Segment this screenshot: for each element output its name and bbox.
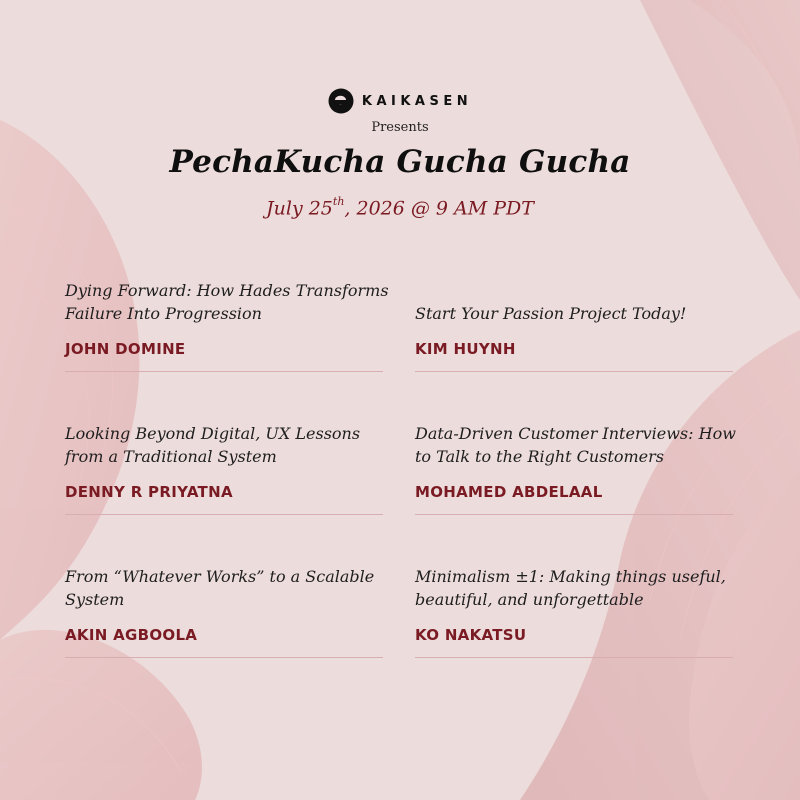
talk-card — [415, 424, 736, 515]
talk-speaker: AKIN AGBOOLA — [65, 626, 198, 644]
talk-title: Minimalism ±1: Making things useful, beautiful, and unforgettable — [415, 567, 726, 609]
date-year-time: , 2026 @ 9 AM PDT — [344, 197, 534, 220]
talk-speaker: DENNY R PRIYATNA — [65, 483, 233, 501]
date-month-day: July 25 — [266, 197, 333, 220]
talk-title: Data-Driven Customer Interviews: How to Talk to the Right Customers — [415, 424, 736, 466]
event-date — [0, 197, 800, 219]
talk-title: From “Whatever Works” to a Scalable System — [65, 567, 375, 609]
event-title: PechaKucha Gucha Gucha — [169, 144, 631, 180]
talk-card — [65, 567, 383, 658]
talk-card — [415, 281, 733, 372]
brand-name: KAIKASEN — [361, 93, 473, 109]
kaikasen-logo-icon — [328, 88, 354, 114]
talk-card — [65, 281, 389, 372]
talk-title: Looking Beyond Digital, UX Lessons from a Traditional System — [65, 424, 361, 466]
talk-title: Start Your Passion Project Today! — [415, 304, 687, 323]
talk-card — [415, 567, 733, 658]
talk-card — [65, 424, 383, 515]
talk-title: Dying Forward: How Hades Transforms Failure Into Progression — [65, 281, 389, 323]
presents-label: Presents — [371, 120, 429, 135]
brand-logo — [0, 88, 800, 114]
talk-speaker: MOHAMED ABDELAAL — [415, 483, 603, 501]
talk-speaker: KIM HUYNH — [415, 340, 516, 358]
talk-speaker: JOHN DOMINE — [65, 340, 186, 358]
talk-speaker: KO NAKATSU — [415, 626, 527, 644]
date-ordinal: th — [332, 195, 345, 208]
